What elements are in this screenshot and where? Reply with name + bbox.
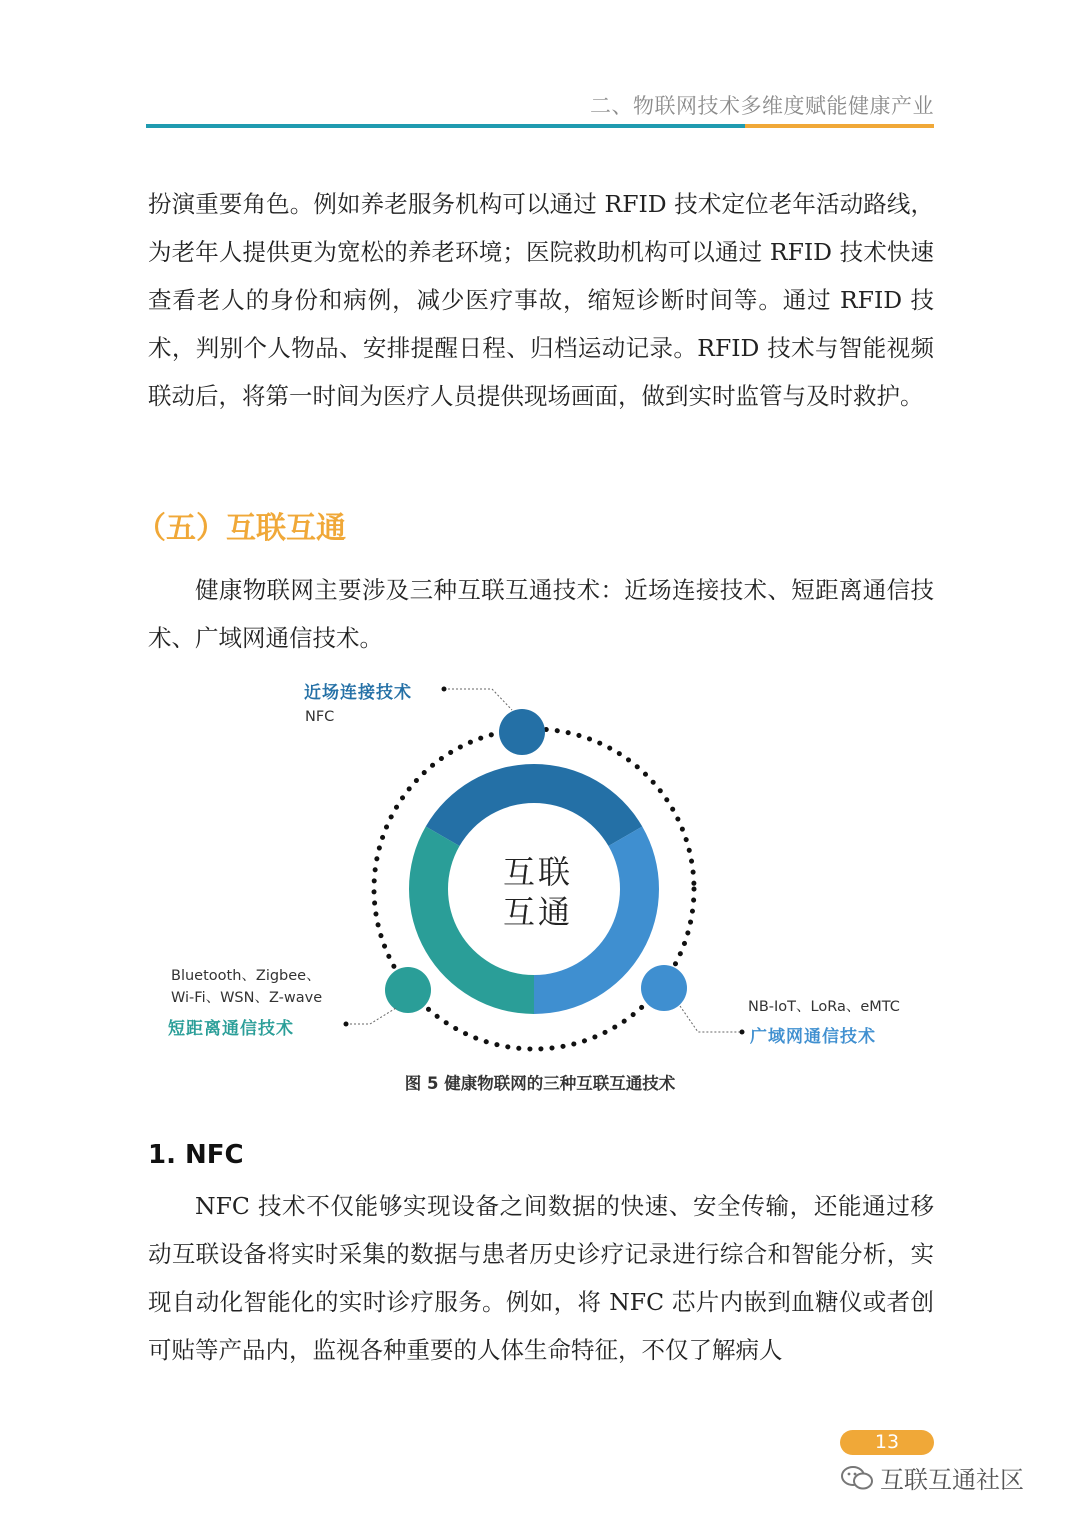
body-paragraph-2: 健康物联网主要涉及三种互联互通技术：近场连接技术、短距离通信技术、广域网通信技术。: [148, 576, 934, 652]
section-heading: （五）互联互通: [136, 511, 346, 546]
center-label-line-2: 互通: [502, 893, 573, 931]
running-header: 二、物联网技术多维度赋能健康产业: [590, 94, 934, 118]
chat-bubble-icon: [840, 1464, 874, 1498]
leader-dot-wide-area: [740, 1030, 745, 1035]
watermark: [840, 1460, 1024, 1498]
figure-caption: 图 5 健康物联网的三种互联互通技术: [404, 1074, 676, 1093]
wide-area-examples: NB-IoT、LoRa、eMTC: [748, 999, 900, 1015]
center-label-line-1: 互联: [502, 853, 573, 891]
leader-line-near-field: [444, 689, 512, 710]
wide-area-title: 广域网通信技术: [750, 1027, 876, 1047]
near-field-examples: NFC: [305, 709, 335, 725]
node-near-field: [499, 709, 545, 755]
body-paragraph-1: 扮演重要角色。例如养老服务机构可以通过 RFID 技术定位老年活动路线，为老年人提供更为宽松的养老环境；医院救助机构可以通过 RFID 技术快速查看老人的身份和病例，减少医疗事故，缩短诊断时间等。通过 RFID 技术，判别个人物品、安排提醒日程、归档运动记录。RFID 技术与智能视频联动后，将第一时间为医疗人员提供现场画面，做到实时监管与及时救护。: [148, 190, 935, 410]
donut-segment-near-field: [426, 764, 643, 846]
short-range-examples-2: Wi-Fi、WSN、Z-wave: [171, 990, 323, 1006]
watermark-text: 互联互通社区: [880, 1466, 1024, 1494]
body-paragraph-3: NFC 技术不仅能够实现设备之间数据的快速、安全传输，还能通过移动互联设备将实时采集的数据与患者历史诊疗记录进行综合和智能分析，实现自动化智能化的实时诊疗服务。例如，将 NFC 芯片内嵌到血糖仪或者创可贴等产品内，监视各种重要的人体生命特征，不仅了解病人: [148, 1192, 934, 1364]
node-wide-area: [641, 965, 687, 1011]
short-range-examples-1: Bluetooth、Zigbee、: [171, 968, 321, 984]
node-short-range: [385, 967, 431, 1013]
short-range-title: 短距离通信技术: [168, 1019, 294, 1039]
center-label: [478, 852, 598, 932]
sub-heading-nfc: 1. NFC: [148, 1140, 244, 1170]
leader-line-wide-area: [680, 1006, 742, 1032]
page-number-badge: 13: [840, 1430, 934, 1455]
leader-line-short-range: [346, 1008, 396, 1024]
near-field-title: 近场连接技术: [304, 683, 412, 703]
leader-dot-near-field: [442, 687, 447, 692]
leader-dot-short-range: [344, 1022, 349, 1027]
